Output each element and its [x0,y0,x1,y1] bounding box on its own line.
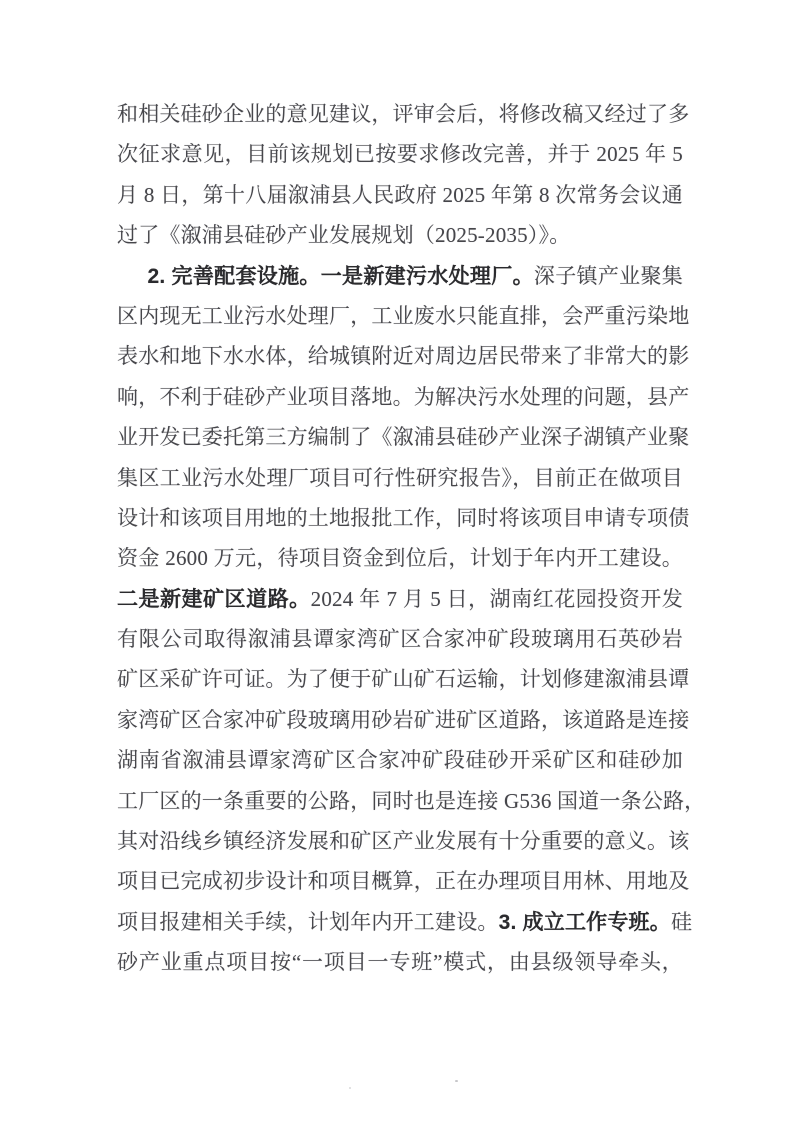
text-line [117,417,690,457]
text-line [117,134,683,174]
text-line [117,175,683,215]
text-line [117,458,683,498]
text-run: 区内现无工业污水处理厂，工业废水只能直排，会严重污染地 [117,303,690,328]
text-line [117,296,690,336]
text-run: 设计和该项目用地的土地报批工作，同时将该项目申请专项债 [117,505,690,530]
text-line [117,94,690,134]
text-run: 过了《溆浦县硅砂产业发展规划（2025-2035）》。 [117,223,571,248]
text-run: 其对沿线乡镇经济发展和矿区产业发展有十分重要的意义。该 [117,829,690,854]
bold-heading-run: 二是新建矿区道路。 [117,587,311,611]
text-run: 深子镇产业聚集 [533,263,683,288]
text-line [117,215,683,255]
text-line [117,740,683,780]
text-line [117,700,690,740]
text-run: 有限公司取得溆浦县谭家湾矿区合家冲矿段玻璃用石英砂岩 [117,627,683,652]
bold-heading-run: 3. 成立工作专班。 [498,910,671,934]
text-line [117,538,683,578]
text-run: 2024 年 7 月 5 日，湖南红花园投资开发 [310,586,683,611]
text-run: 表水和地下水水体，给城镇附近对周边居民带来了非常大的影 [117,344,690,369]
text-line [117,619,683,659]
text-run: 集区工业污水处理厂项目可行性研究报告》，目前正在做项目 [117,465,683,490]
text-run: 硅 [670,909,693,934]
text-line [117,902,693,942]
text-run: 湖南省溆浦县谭家湾矿区合家冲矿段硅砂开采矿区和硅砂加 [117,748,683,773]
bold-heading-run: 2. 完善配套设施。一是新建污水处理厂。 [147,264,534,288]
text-line [117,498,690,538]
text-line [117,336,690,376]
text-line [117,821,690,861]
text-line [117,942,683,982]
text-run: 项目报建相关手续，计划年内开工建设。 [117,909,499,934]
text-run: 矿区采矿许可证。为了便于矿山矿石运输，计划修建溆浦县谭 [117,667,690,692]
text-run: 响，不利于硅砂产业项目落地。为解决污水处理的问题，县产 [117,384,690,409]
text-run: 资金 2600 万元，待项目资金到位后，计划于年内开工建设。 [117,546,683,571]
text-run: 业开发已委托第三方编制了《溆浦县硅砂产业深子湖镇产业聚 [117,425,690,450]
text-run: 家湾矿区合家冲矿段玻璃用砂岩矿进矿区道路，该道路是连接 [117,707,690,732]
text-line [117,579,683,619]
text-line [117,377,690,417]
text-line [117,659,690,699]
document-body [117,94,706,983]
scan-artifact [349,1087,351,1089]
text-line [117,781,706,821]
text-line [117,256,683,296]
text-run: 砂产业重点项目按“一项目一专班”模式，由县级领导牵头， [117,950,683,975]
text-run: 和相关硅砂企业的意见建议，评审会后，将修改稿又经过了多 [117,102,690,126]
text-run: 次征求意见，目前该规划已按要求修改完善，并于 2025 年 5 [117,142,683,167]
text-run: 月 8 日，第十八届溆浦县人民政府 2025 年第 8 次常务会议通 [117,182,683,207]
scan-artifact [455,1080,458,1082]
text-run: 项目已完成初步设计和项目概算，正在办理项目用林、用地及 [117,869,690,894]
text-line [117,861,690,901]
text-run: 工厂区的一条重要的公路，同时也是连接 G536 国道一条公路， [117,788,706,813]
